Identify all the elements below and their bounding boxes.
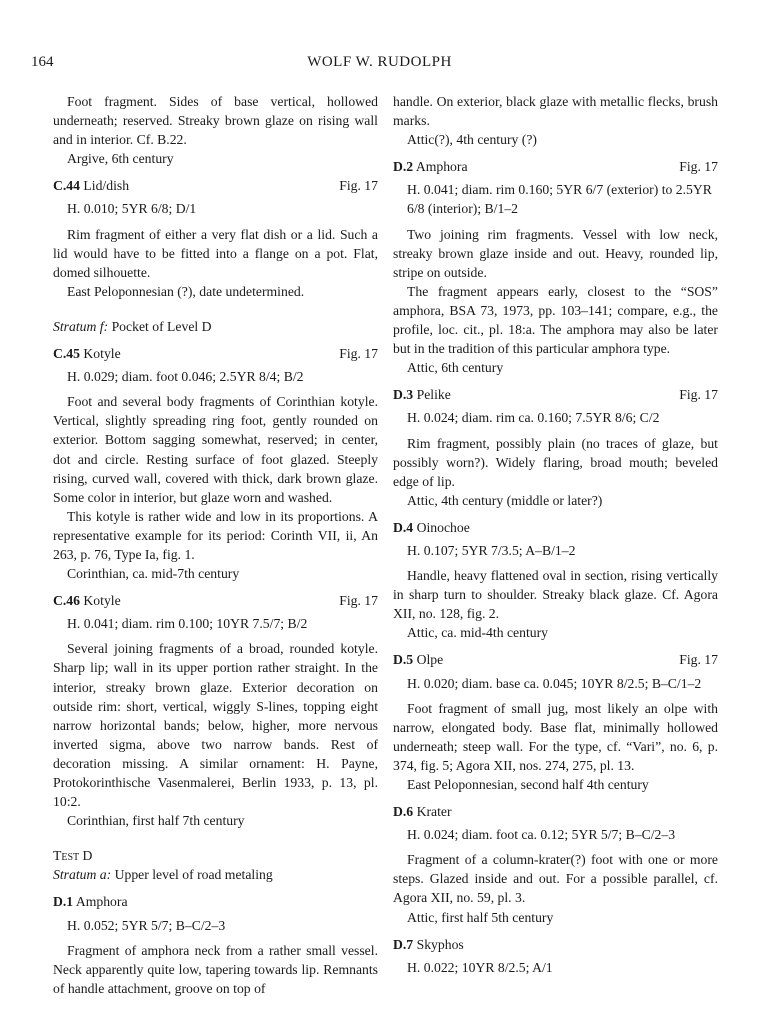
entry-description: Rim fragment of either a very flat dish or a lid. Such a lid would have to be fitted into a flange on a pot. Flat, domed silhouette. [53, 226, 378, 280]
entry-name: Amphora [415, 159, 468, 175]
entry-measurements: H. 0.010; 5YR 6/8; D/1 [67, 201, 197, 217]
entry-id: D.7 [393, 936, 414, 952]
entry-id: C.46 [53, 593, 80, 609]
entry-id: D.2 [393, 159, 414, 175]
entry-measurements: H. 0.022; 10YR 8/2.5; A/1 [407, 959, 553, 975]
entry-description: Foot and several body fragments of Corinthian kotyle. Vertical, slightly spreading ring foot, gently rounded on exterior. Bottom sagging somewhat, reserved; in center, dot and circle. Resting surface of foot glazed. Steeply rising, curved wall, covered with thick, dark brown glaze. Some color in interior, but glaze worn and washed. [53, 394, 378, 505]
entry-date: East Peloponnesian, second half 4th century [407, 777, 649, 792]
entry-heading-c45 [53, 344, 378, 363]
entry-measurements: H. 0.024; diam. foot ca. 0.12; 5YR 5/7; B–C/2–3 [407, 827, 676, 843]
entry-measurements: H. 0.041; diam. rim 0.160; 5YR 6/7 (exterior) to 2.5YR 6/8 (interior); B/1–2 [407, 182, 712, 217]
entry-id: D.6 [393, 804, 414, 820]
figure-ref: Fig. 17 [679, 652, 718, 668]
running-head: WOLF W. RUDOLPH [307, 54, 452, 70]
entry-heading-d5 [393, 650, 718, 669]
entry-id: D.3 [393, 387, 414, 403]
test-heading: Test D [53, 848, 93, 864]
entry-id: D.5 [393, 652, 414, 668]
entry-measurements: H. 0.024; diam. rim ca. 0.160; 7.5YR 8/6; C/2 [407, 410, 660, 426]
entry-date: Attic, first half 5th century [407, 909, 554, 925]
entry-date: East Peloponnesian (?), date undetermined. [67, 283, 305, 299]
entry-id: D.1 [53, 894, 74, 910]
entry-measurements: H. 0.020; diam. base ca. 0.045; 10YR 8/2.5; B–C/1–2 [407, 675, 702, 691]
entry-name: Kotyle [83, 346, 121, 362]
entry-date: Corinthian, ca. mid-7th century [67, 566, 240, 582]
entry-id: C.45 [53, 346, 80, 362]
intro-description: Foot fragment. Sides of base vertical, hollowed underneath; reserved. Streaky brown glaze on rising wall and in interior. Cf. B.22. [53, 94, 378, 148]
entry-name: Skyphos [416, 936, 464, 952]
entry-name: Olpe [416, 652, 444, 668]
entry-note: This kotyle is rather wide and low in its proportions. A representative example for its period: Corinth VII, ii, An 263, p. 76, Type Ia, fig. 1. [53, 508, 378, 562]
entry-description: Rim fragment, possibly plain (no traces of glaze, but possibly worn?). Widely flaring, broad mouth; beveled edge of lip. [393, 435, 718, 489]
entry-description: Foot fragment of small jug, most likely an olpe with narrow, elongated body. Base flat, minimally hollowed underneath; steep wall. For the type, cf. “Vari”, no. 6, p. 374, fig. 5; Agora XII, nos. 274, 275, pl. 13. [393, 700, 718, 773]
left-column [53, 92, 378, 998]
entry-date: Attic, 6th century [407, 360, 504, 376]
entry-name: Amphora [75, 894, 128, 910]
entry-date: Attic(?), 4th century (?) [407, 132, 537, 148]
page-number: 164 [31, 54, 54, 70]
entry-id: C.44 [53, 178, 80, 194]
entry-name: Kotyle [83, 593, 121, 609]
right-column [393, 92, 718, 983]
entry-measurements: H. 0.029; diam. foot 0.046; 2.5YR 8/4; B/2 [67, 369, 304, 385]
entry-heading-d3 [393, 385, 718, 404]
page-header [31, 54, 728, 74]
entry-name: Krater [416, 804, 452, 820]
entry-note: The fragment appears early, closest to the “SOS” amphora, BSA 73, 1973, pp. 103–141; compare, e.g., the profile, loc. cit., pl. 18:a. The amphora may also be later but in the tradition of this particular amphora type. [393, 283, 718, 357]
entry-description: Two joining rim fragments. Vessel with low neck, streaky brown glaze inside and out. Heavy, rounded lip, stripe on outside. [393, 226, 718, 280]
figure-ref: Fig. 17 [679, 159, 718, 175]
figure-ref: Fig. 17 [339, 593, 378, 609]
stratum-heading: Stratum f: Pocket of Level D [53, 318, 212, 334]
entry-heading-d7 [393, 935, 718, 954]
figure-ref: Fig. 17 [339, 178, 378, 194]
entry-date: Attic, ca. mid-4th century [407, 625, 549, 641]
entry-heading-d2 [393, 157, 718, 176]
intro-date: Argive, 6th century [67, 151, 174, 167]
entry-description-continued: handle. On exterior, black glaze with metallic flecks, brush marks. [393, 94, 718, 129]
entry-date: Corinthian, first half 7th century [67, 813, 245, 829]
entry-description: Fragment of amphora neck from a rather small vessel. Neck apparently quite low, tapering towards lip. Remnants of handle attachment, groove on top of [53, 942, 378, 996]
entry-name: Pelike [416, 387, 451, 403]
entry-description: Several joining fragments of a broad, rounded kotyle. Sharp lip; wall in its upper portion rather straight. In the interior, streaky brown glaze. Exterior decoration on outside rim: short, vertical, wiggly S-lines, topping eight narrow horizontal bands; below, higher, more nervous inverted sigma, above two narrow bands. Rest of decoration missing. A similar ornament: H. Payne, Protokorinthische Vasenmalerei, Berlin 1933, p. 13, pl. 10:2. [53, 641, 378, 810]
entry-heading-c46 [53, 591, 378, 610]
entry-heading-d6 [393, 802, 718, 821]
entry-heading-d1 [53, 892, 378, 911]
entry-heading-d4 [393, 518, 718, 537]
stratum-heading: Stratum a: Upper level of road metaling [53, 867, 273, 883]
figure-ref: Fig. 17 [339, 346, 378, 362]
entry-id: D.4 [393, 519, 414, 535]
entry-name: Oinochoe [416, 519, 470, 535]
entry-name: Lid/dish [83, 178, 130, 194]
figure-ref: Fig. 17 [679, 387, 718, 403]
entry-description: Fragment of a column-krater(?) foot with one or more steps. Glazed inside and out. For a possible parallel, cf. Agora XII, no. 59, pl. 3. [393, 852, 718, 906]
entry-description: Handle, heavy flattened oval in section, rising vertically in sharp turn to shoulder. Streaky black glaze. Cf. Agora XII, no. 128, fig. 2. [393, 568, 718, 622]
entry-date: Attic, 4th century (middle or later?) [407, 492, 603, 508]
entry-measurements: H. 0.041; diam. rim 0.100; 10YR 7.5/7; B/2 [67, 616, 308, 632]
entry-measurements: H. 0.052; 5YR 5/7; B–C/2–3 [67, 917, 226, 933]
entry-heading-c44 [53, 176, 378, 195]
entry-measurements: H. 0.107; 5YR 7/3.5; A–B/1–2 [407, 542, 576, 558]
